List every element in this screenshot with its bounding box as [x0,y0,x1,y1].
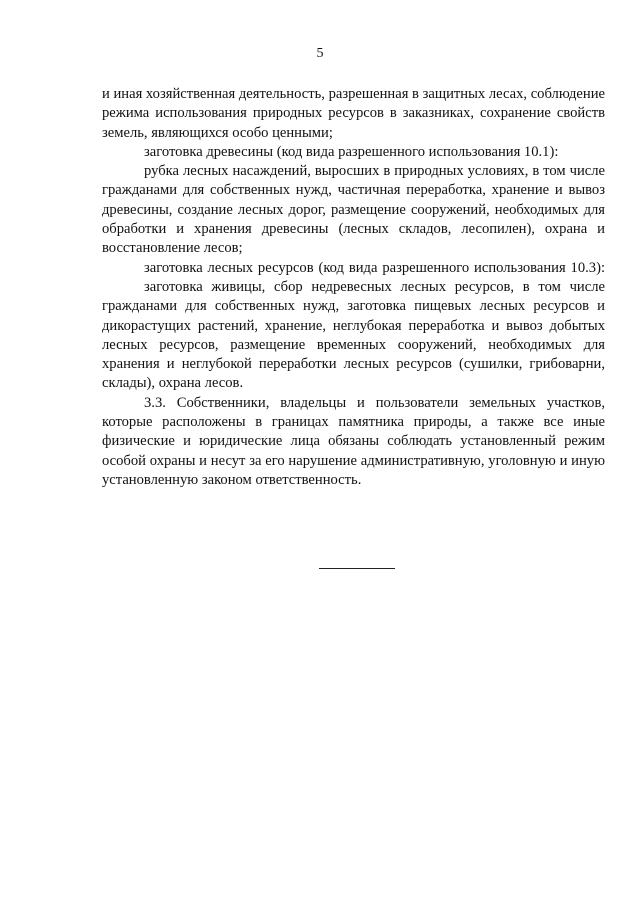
page-number: 5 [316,46,324,61]
document-body [102,85,605,490]
end-separator-line [319,568,395,569]
paragraph-section-3-3: 3.3. Собственники, владельцы и пользователи земельных участков, которые расположены в границах памятника природы, а также все иные физические и юридические лица обязаны соблюдать установленный режим особой охраны и несут за его нарушение административную, уголовную и иную установленную законом ответственность. [102,394,605,488]
paragraph-timber-harvesting-heading: заготовка древесины (код вида разрешенного использования 10.1): [144,143,559,160]
paragraph-forest-resources-heading: заготовка лесных ресурсов (код вида разрешенного использования 10.3): [144,259,605,276]
paragraph-timber-harvesting-details: рубка лесных насаждений, выросших в природных условиях, в том числе гражданами для собственных нужд, частичная переработка, хранение и вывоз древесины, создание лесных дорог, размещение сооружений, необходимых для обработки и хранения древесины (лесных складов, лесопилен), охрана и восстановление лесов; [102,163,605,257]
paragraph-continuation: и иная хозяйственная деятельность, разрешенная в защитных лесах, соблюдение режима использования природных ресурсов в заказниках, сохранение свойств земель, являющихся особо ценными; [102,86,605,141]
paragraph-forest-resources-details: заготовка живицы, сбор недревесных лесных ресурсов, в том числе гражданами для собственных нужд, заготовка пищевых лесных ресурсов и дикорастущих растений, хранение, неглубокая переработка и вывоз добытых лесных ресурсов, размещение временных сооружений, необходимых для хранения и неглубокой переработки лесных ресурсов (сушилки, грибоварни, склады), охрана лесов. [102,278,605,392]
